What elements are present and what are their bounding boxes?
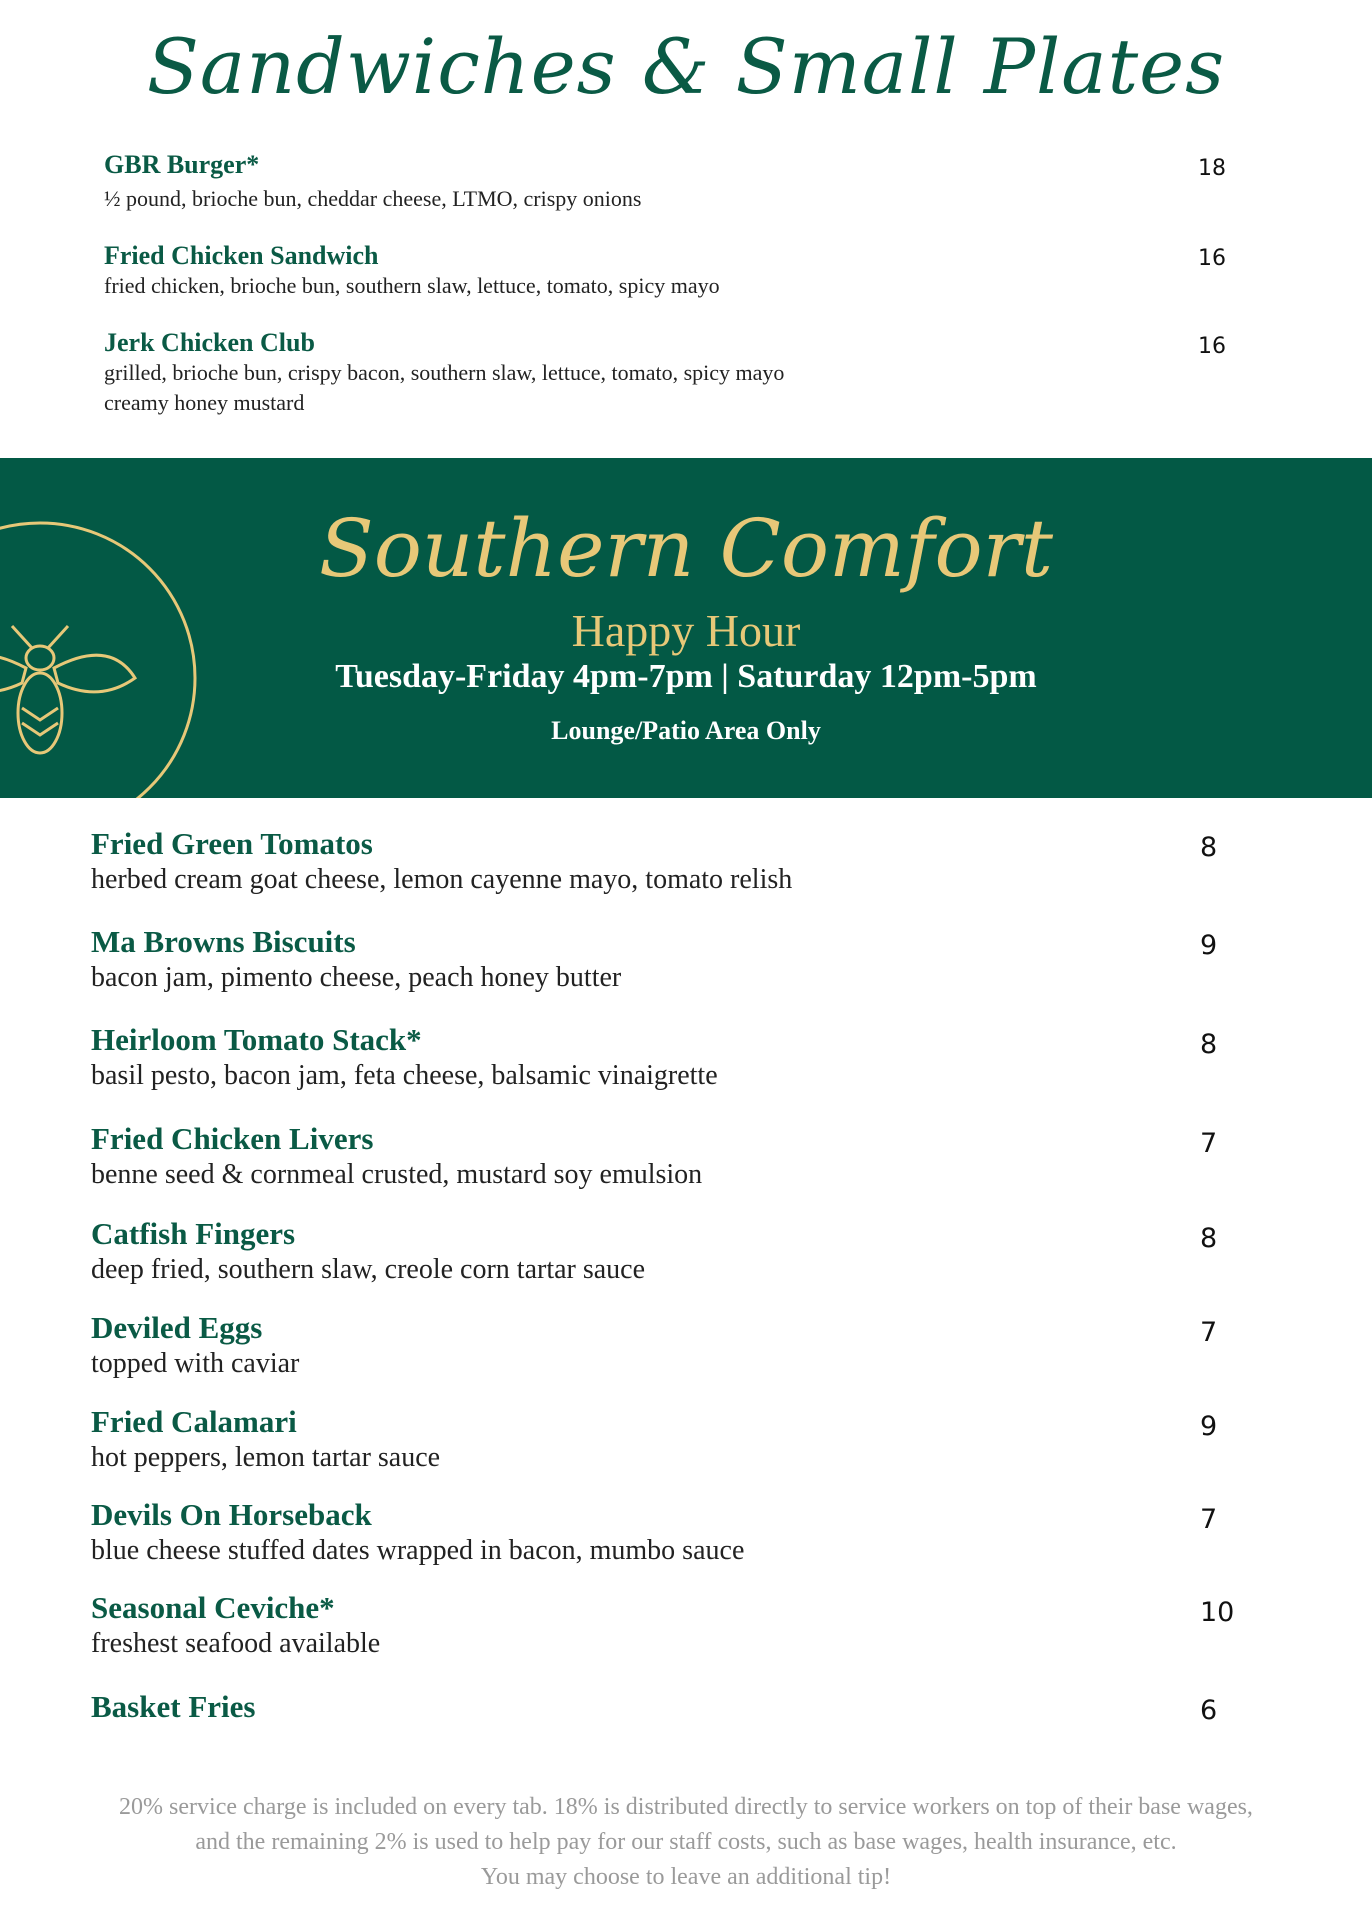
item-price: 9 [1200,930,1218,961]
item-price: 6 [1200,1695,1218,1726]
item-description: topped with caviar [91,1348,300,1379]
menu-item [91,924,621,996]
page-title: Sandwiches & Small Plates [146,22,1226,111]
item-price: 9 [1200,1411,1218,1442]
menu-item [91,1022,718,1094]
item-price: 7 [1200,1128,1218,1159]
menu-item [91,1689,255,1725]
item-name: Devils On Horseback [91,1497,372,1532]
item-name: Basket Fries [91,1689,256,1724]
item-price: 18 [1198,156,1226,181]
menu-item [91,1404,440,1476]
item-name: Heirloom Tomato Stack* [91,1022,422,1057]
item-description: herbed cream goat cheese, lemon cayenne mayo, tomato relish [91,864,793,895]
item-name: Seasonal Ceviche* [91,1590,335,1625]
footer-line: 20% service charge is included on every tab. 18% is distributed directly to service workers on top of their base wages, [119,1794,1253,1820]
item-description: freshest seafood available [91,1628,381,1659]
menu-item [104,150,641,214]
banner-subtitle: Happy Hour [571,605,801,656]
item-price: 7 [1200,1317,1218,1348]
menu-item [104,328,784,418]
item-description: benne seed & cornmeal crusted, mustard soy emulsion [91,1159,703,1190]
item-description: basil pesto, bacon jam, feta cheese, balsamic vinaigrette [91,1060,718,1091]
menu-item [91,1121,702,1193]
item-description: hot peppers, lemon tartar sauce [91,1442,441,1473]
footer-line: You may choose to leave an additional tip! [480,1864,892,1890]
menu-item [104,241,720,301]
item-name: Ma Browns Biscuits [91,924,356,959]
item-name: GBR Burger* [104,150,260,179]
item-description: deep fried, southern slaw, creole corn tartar sauce [91,1254,646,1285]
item-description: fried chicken, brioche bun, southern slaw, lettuce, tomato, spicy mayo [104,273,720,298]
item-price: 8 [1200,1223,1218,1254]
item-description: bacon jam, pimento cheese, peach honey butter [91,962,622,993]
banner-area: Lounge/Patio Area Only [551,716,821,745]
item-name: Jerk Chicken Club [104,328,315,357]
item-name: Fried Green Tomatos [91,826,373,861]
happy-hour-banner [0,458,1372,798]
item-price: 8 [1200,1029,1218,1060]
item-name: Fried Chicken Livers [91,1121,374,1156]
item-name: Catfish Fingers [91,1216,296,1251]
menu-item [91,1497,744,1569]
menu-item [91,1590,380,1662]
menu-item [91,826,792,898]
item-name: Fried Chicken Sandwich [104,241,379,270]
item-description: blue cheese stuffed dates wrapped in bacon, mumbo sauce [91,1535,745,1566]
menu-item [91,1216,645,1288]
footer-line: and the remaining 2% is used to help pay for our staff costs, such as base wages, health insurance, etc. [195,1829,1177,1855]
item-description: creamy honey mustard [104,390,305,415]
item-name: Deviled Eggs [91,1310,263,1345]
item-description: ½ pound, brioche bun, cheddar cheese, LTMO, crispy onions [104,186,642,211]
item-price: 16 [1198,246,1226,271]
item-name: Fried Calamari [91,1404,297,1439]
item-price: 7 [1200,1504,1218,1535]
item-price: 16 [1198,334,1226,359]
service-charge-note [0,1790,1372,1895]
banner-hours: Tuesday-Friday 4pm-7pm | Saturday 12pm-5pm [335,658,1037,695]
menu-item [91,1310,299,1382]
item-description: grilled, brioche bun, crispy bacon, southern slaw, lettuce, tomato, spicy mayo [104,360,785,385]
item-price: 8 [1200,832,1218,863]
banner-script-title: Southern Comfort [318,502,1054,595]
item-price: 10 [1200,1597,1235,1628]
